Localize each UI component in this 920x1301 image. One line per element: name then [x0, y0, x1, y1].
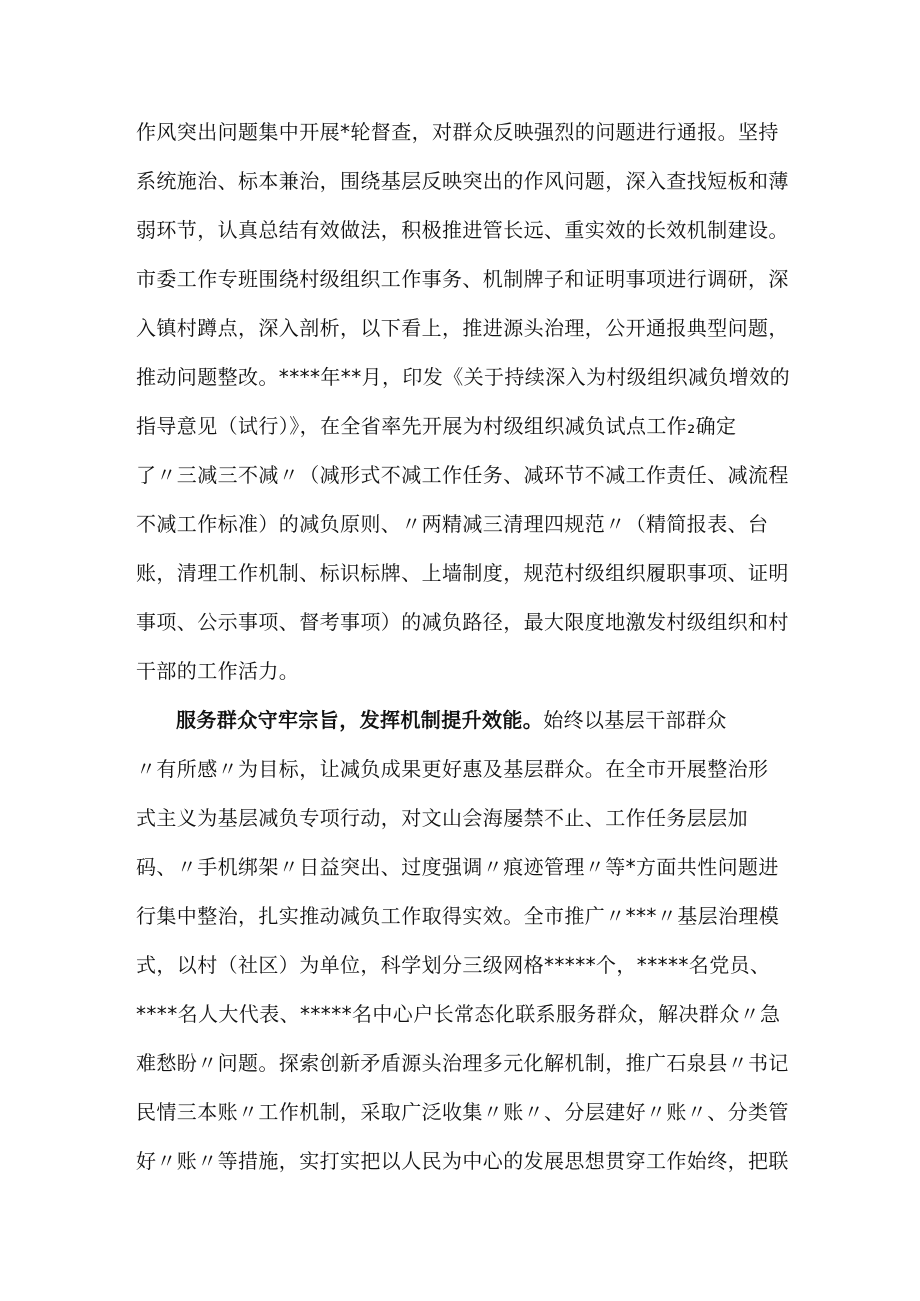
paragraph2-line-1: 〃有所感〃为目标，让减负成果更好惠及基层群众。在全市开展整治形 [136, 757, 769, 781]
paragraph-line-2: 系统施治、标本兼治，围绕基层反映突出的作风问题，深入查找短板和薄 [136, 169, 789, 193]
paragraph2-line-8: 民情三本账〃工作机制，采取广泛收集〃账〃、分层建好〃账〃、分类管 [136, 1100, 789, 1124]
section-heading-line [176, 704, 727, 736]
paragraph-line-10: 账，清理工作机制、标识标牌、上墙制度，规范村级组织履职事项、证明 [136, 561, 789, 585]
paragraph2-line-3: 码、〃手机绑架〃日益突出、过度强调〃痕迹管理〃等*方面共性问题进 [136, 855, 779, 879]
paragraph2-line-6: ****名人大代表、*****名中心户长常态化联系服务群众，解决群众〃急 [136, 1002, 781, 1026]
paragraph-line-5: 入镇村蹲点，深入剖析，以下看上，推进源头治理，公开通报典型问题， [136, 316, 789, 340]
paragraph-line-11: 事项、公示事项、督考事项）的减负路径，最大限度地激发村级组织和村 [136, 610, 789, 634]
paragraph-line-8: 了〃三减三不减〃（减形式不减工作任务、减环节不减工作责任、减流程 [136, 463, 789, 487]
paragraph-line-3: 弱环节，认真总结有效做法，积极推进管长远、重实效的长效机制建设。 [136, 218, 789, 242]
paragraph-line-9: 不减工作标准）的减负原则、〃两精减三清理四规范〃（精简报表、台 [136, 512, 769, 536]
paragraph2-line-5: 式，以村（社区）为单位，科学划分三级网格*****个，*****名党员、 [136, 953, 771, 977]
paragraph2-line-4: 行集中整治，扎实推动减负工作取得实效。全市推广〃***〃基层治理模 [136, 904, 780, 928]
paragraph2-line-7: 难愁盼〃问题。探索创新矛盾源头治理多元化解机制，推广石泉县〃书记 [136, 1051, 789, 1075]
paragraph-line-6: 推动问题整改。****年**月，印发《关于持续深入为村级组织减负增效的 [136, 365, 790, 389]
paragraph2-line-9: 好〃账〃等措施，实打实把以人民为中心的发展思想贯穿工作始终，把联 [136, 1149, 789, 1173]
paragraph-line-4: 市委工作专班围绕村级组织工作事务、机制牌子和证明事项进行调研，深 [136, 267, 789, 291]
paragraph-line-7: 指导意见（试行）》，在全省率先开展为村级组织减负试点工作₂确定 [136, 414, 737, 438]
paragraph-line-1: 作风突出问题集中开展*轮督查，对群众反映强烈的问题进行通报。坚持 [136, 120, 779, 144]
section-heading-bold: 服务群众守牢宗旨，发挥机制提升效能。 [176, 708, 544, 732]
section-heading-rest: 始终以基层干部群众 [543, 708, 727, 732]
paragraph2-line-2: 式主义为基层减负专项行动，对文山会海屡禁不止、工作任务层层加 [136, 806, 748, 830]
paragraph-line-12: 干部的工作活力。 [136, 659, 300, 683]
